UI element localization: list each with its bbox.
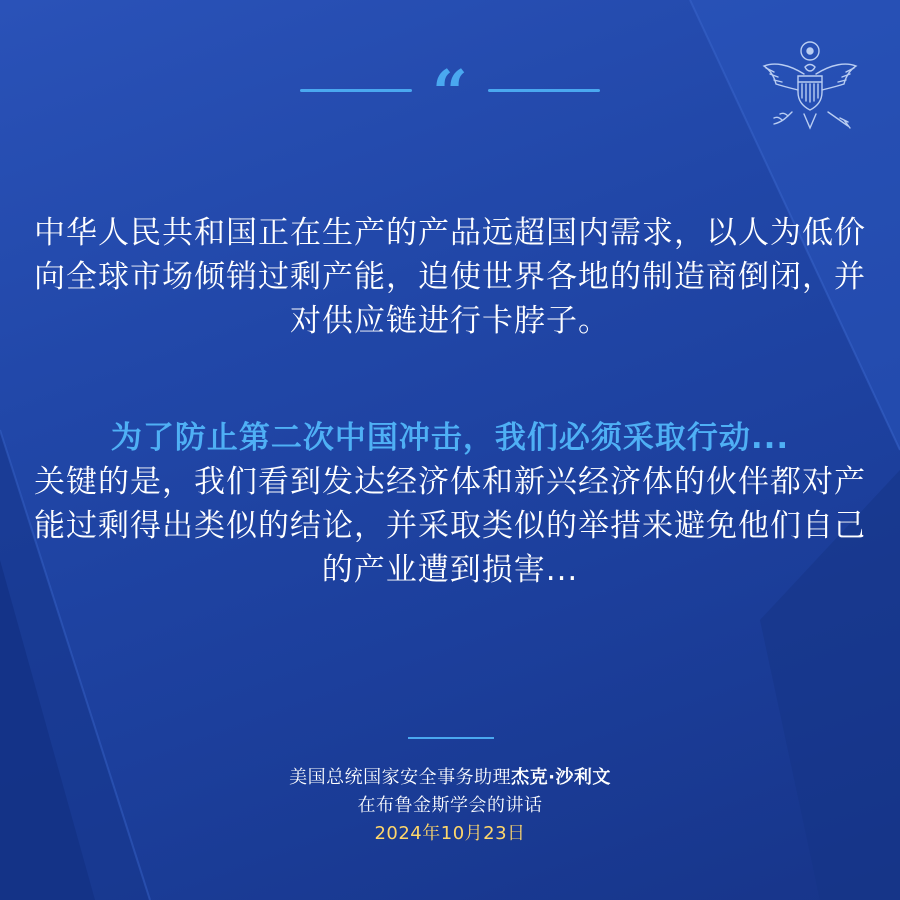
speaker-line [0, 764, 900, 792]
quote-divider-right [488, 89, 600, 92]
quote-paragraph-1: 中华人民共和国正在生产的产品远超国内需求，以人为低价向全球市场倾销过剩产能，迫使世界各地的制造商倒闭，并对供应链进行卡脖子。 [34, 215, 866, 339]
speech-venue: 在布鲁金斯学会的讲话 [357, 795, 543, 816]
quote-divider-left [300, 89, 412, 92]
quote-mark-icon: “ [432, 56, 468, 129]
quote-highlight: 为了防止第二次中国冲击，我们必须采取行动... [110, 420, 790, 456]
attribution-divider [408, 737, 494, 739]
eagle-seal-icon [752, 34, 868, 150]
speech-date: 2024年10月23日 [374, 823, 526, 844]
speaker-name: 杰克·沙利文 [511, 767, 611, 788]
attribution [0, 764, 900, 848]
quote-paragraph-2-body: 关键的是，我们看到发达经济体和新兴经济体的伙伴都对产能过剩得出类似的结论，并采取类似的举措来避免他们自己的产业遭到损害... [34, 464, 866, 588]
quote-paragraph-2 [30, 416, 870, 592]
speaker-title: 美国总统国家安全事务助理 [289, 767, 512, 788]
